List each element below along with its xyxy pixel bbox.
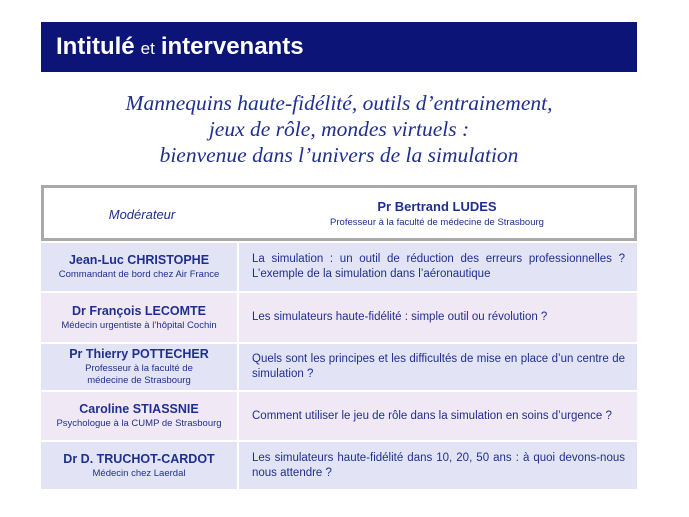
speakers-table [41,185,637,489]
title-part-et: et [140,39,155,58]
subtitle-line-1: Mannequins haute-fidélité, outils d’entrainement, [125,91,553,115]
talk-topic: Quels sont les principes et les difficultés de mise en place d’un centre de simulation ? [239,344,637,390]
moderator-title: Professeur à la faculté de médecine de Strasbourg [330,216,544,228]
talk-topic: Les simulateurs haute-fidélité dans 10, 20, 50 ans : à quoi devons-nous nous attendre ? [239,442,637,489]
speaker-title: Médecin chez Laerdal [92,467,186,479]
speaker-name: Caroline STIASSNIE [79,402,199,416]
talk-topic: Les simulateurs haute-fidélité : simple outil ou révolution ? [239,293,637,342]
subtitle-line-2: jeux de rôle, mondes virtuels : [208,117,470,141]
table-row [41,293,637,342]
moderator-info [240,199,634,228]
speaker-cell [41,293,237,342]
speaker-title: Commandant de bord chez Air France [58,269,220,280]
table-row [41,243,637,291]
speaker-title: Psychologue à la CUMP de Strasbourg [56,418,222,429]
moderator-row [41,185,637,241]
speaker-cell [41,243,237,291]
speaker-name: Pr Thierry POTTECHER [69,347,209,361]
title-banner [41,22,637,72]
table-row [41,392,637,440]
table-row [41,344,637,390]
speaker-cell [41,344,237,390]
session-subtitle [41,90,637,168]
speaker-name: Jean-Luc CHRISTOPHE [68,253,210,267]
table-row [41,442,637,489]
speaker-cell [41,442,237,489]
speaker-title: Médecin urgentiste à l’hôpital Cochin [61,319,217,331]
moderator-label: Modérateur [108,206,176,222]
speaker-cell [41,392,237,440]
speaker-name: Dr François LECOMTE [71,303,207,318]
subtitle-line-3: bienvenue dans l’univers de la simulation [159,143,519,167]
talk-topic: La simulation : un outil de réduction des erreurs professionnelles ? L’exemple de la simulation dans l’aéronautique [239,243,637,291]
speaker-name: Dr D. TRUCHOT-CARDOT [63,451,215,466]
speaker-title: Professeur à la faculté de médecine de Strasbourg [85,363,193,386]
title-part-intervenants: intervenants [160,33,304,60]
moderator-name: Pr Bertrand LUDES [377,198,497,214]
talk-topic: Comment utiliser le jeu de rôle dans la simulation en soins d’urgence ? [239,392,637,440]
title-part-intitule: Intitulé [56,33,135,60]
